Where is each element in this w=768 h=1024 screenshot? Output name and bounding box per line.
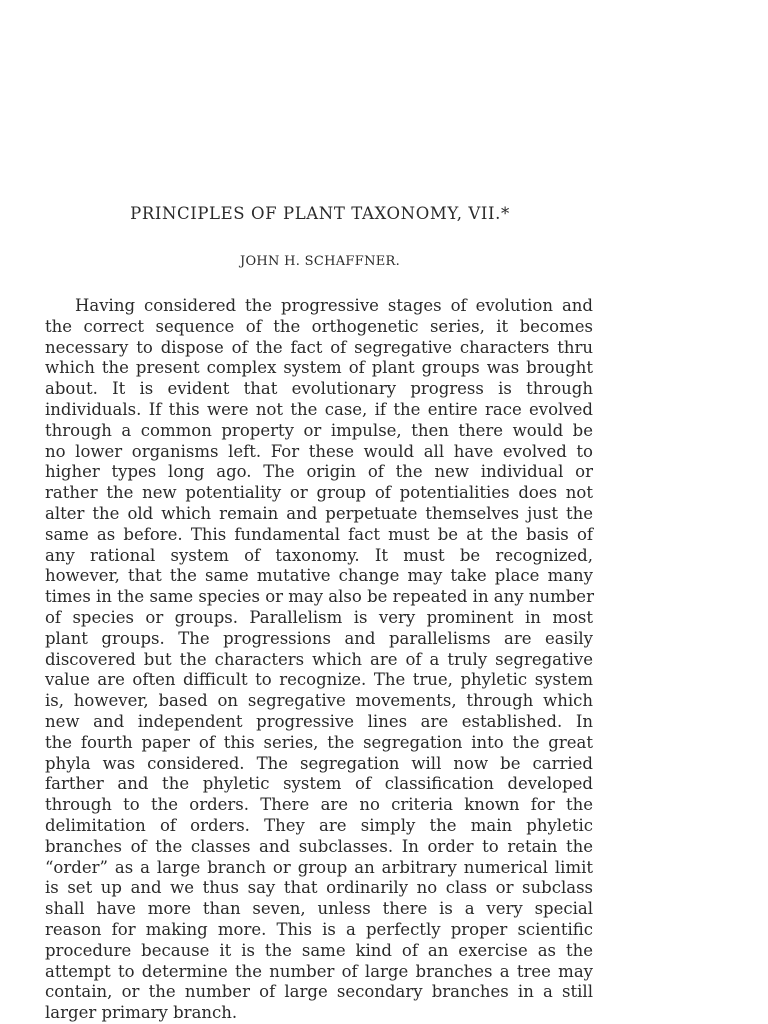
text-line: procedure because it is the same kind of an exercise as the <box>45 940 593 960</box>
text-line: any rational system of taxonomy. It must be recognized, <box>45 545 593 565</box>
text-line: which the present complex system of plant groups was brought <box>45 358 593 378</box>
text-line: shall have more than seven, unless there is a very special <box>45 899 593 919</box>
text-line: new and independent progressive lines are established. In <box>45 711 593 731</box>
text-line: attempt to determine the number of large branches a tree may <box>45 961 593 981</box>
text-line: however, that the same mutative change may take place many <box>45 566 593 586</box>
article-author: JOHN H. SCHAFFNER. <box>239 254 401 269</box>
text-line: contain, or the number of large secondary branches in a still <box>45 982 593 1002</box>
text-line: alter the old which remain and perpetuate themselves just the <box>45 503 593 523</box>
text-line: no lower organisms left. For these would all have evolved to <box>45 441 593 461</box>
text-line: times in the same species or may also be repeated in any number <box>45 587 594 607</box>
text-line: “order” as a large branch or group an arbitrary numerical limit <box>45 857 593 877</box>
text-line: necessary to dispose of the fact of segregative characters thru <box>45 337 593 357</box>
article-title: PRINCIPLES OF PLANT TAXONOMY, VII.* <box>130 204 510 223</box>
text-line: is set up and we thus say that ordinarily no class or subclass <box>45 878 593 898</box>
text-line: value are often difficult to recognize. The true, phyletic system <box>45 670 593 690</box>
body-paragraph <box>45 296 593 1024</box>
text-line: higher types long ago. The origin of the new individual or <box>45 462 593 482</box>
text-line: branches of the classes and subclasses. In order to retain the <box>45 836 593 856</box>
text-line: the correct sequence of the orthogenetic series, it becomes <box>45 316 593 336</box>
text-line: Having considered the progressive stages of evolution and <box>75 296 593 315</box>
text-line: discovered but the characters which are of a truly segregative <box>45 649 593 669</box>
text-line: reason for making more. This is a perfectly proper scientific <box>45 919 593 939</box>
text-line: rather the new potentiality or group of potentialities does not <box>45 483 593 503</box>
text-line: phyla was considered. The segregation will now be carried <box>45 753 593 773</box>
text-line: larger primary branch. <box>45 1003 238 1023</box>
text-line: farther and the phyletic system of classification developed <box>45 774 593 794</box>
text-line: delimitation of orders. They are simply the main phyletic <box>45 815 593 835</box>
text-line: individuals. If this were not the case, if the entire race evolved <box>45 399 593 419</box>
text-line: same as before. This fundamental fact must be at the basis of <box>45 524 593 544</box>
text-line: about. It is evident that evolutionary progress is through <box>45 379 593 399</box>
text-line: of species or groups. Parallelism is very prominent in most <box>45 607 593 627</box>
text-line: through to the orders. There are no criteria known for the <box>45 795 593 815</box>
text-line: is, however, based on segregative movements, through which <box>45 691 593 711</box>
text-line: plant groups. The progressions and parallelisms are easily <box>45 628 593 648</box>
text-line: the fourth paper of this series, the segregation into the great <box>45 732 593 752</box>
text-line: through a common property or impulse, then there would be <box>45 420 593 440</box>
